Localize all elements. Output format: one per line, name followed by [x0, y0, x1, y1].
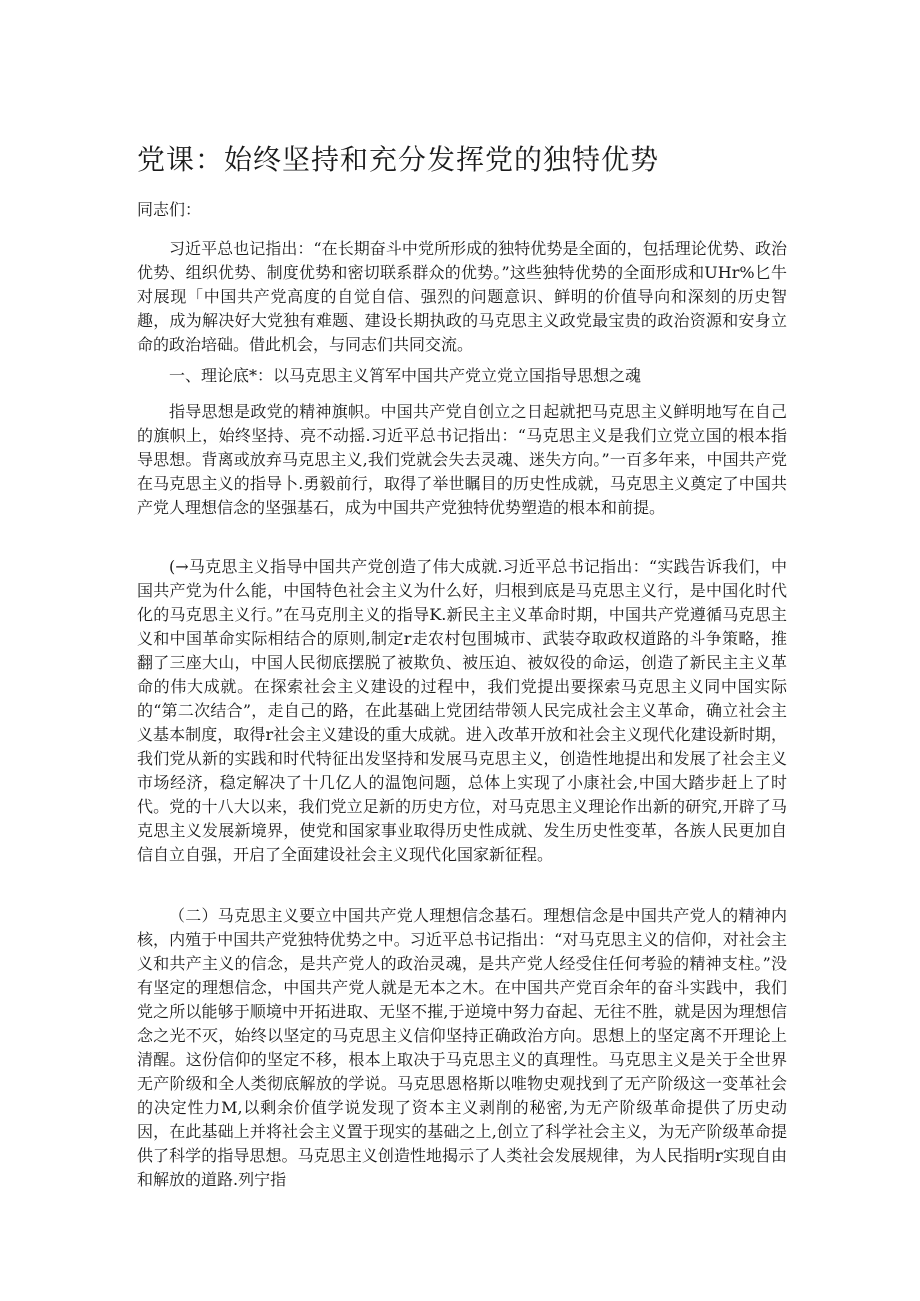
document-title: 党课：始终坚持和充分发挥党的独特优势 — [137, 143, 660, 176]
greeting: 同志们： — [137, 200, 202, 219]
section-heading: 一、理论底*：以马克思主义筲军中国共产党立党立国指导思想之魂 — [169, 366, 642, 385]
ideals-paragraph: （二）马克思主义要立中国共产党人理想信念基石。理想信念是中国共产党人的精神内核，内殖于中国共产党独特优势之中。习近平总书记指出：“对马克思主义的信仰，对社会主义和共产主义的信念，是共产党人的政治灵魂，是共产党人经受住任何考验的精神支柱。”没有坚定的理想信念，中国共产党人就是无本之木。在中国共产党百余年的奋斗实践中，我们党之所以能够于顺境中开拓进取、无坚不摧,于逆境中努力奋起、无往不胜，就是因为理想信念之光不灭，始终以坚定的马克思主义信仰坚持正确政治方向。思想上的坚定离不开理论上清醒。这份信仰的坚定不移，根本上取决于马克思主义的真理性。马克思主义是关于全世界无产阶级和全人类彻底解放的学说。马克思恩格斯以唯物史观找到了无产阶级这一变革社会的决定性力M,以剩余价值学说发现了资本主义剥削的秘密,为无产阶级革命提供了历史动因，在此基础上并将社会主义置于现实的基础之上,创立了科学社会主义，为无产阶级革命提供了科学的指导思想。马克思主义创造性地揭示了人类社会发展规律，为人民指明r实现自由和解放的道路.列宁指 — [137, 906, 787, 1189]
achievements-paragraph: (→马克思主义指导中国共产党创造了伟大成就.习近平总书记指出：“实践告诉我们，中国共产党为什么能，中国特色社会主义为什么好，归根到底是马克思主义行，是中国化时代化的马克思主义行。”在马克刖主义的指导K.新民主主义革命时期，中国共产党遵循马克思主义和中国革命实际相结合的原则,制定r走农村包围城市、武装夺取政权道路的斗争策略，推翻了三座大山，中国人民彻底摆脱了被欺负、被压迫、被奴役的命运，创造了新民主主义革命的伟大成就。在探索社会主义建设的过程中，我们党提出要探索马克思主义同中国实际的“第二次结合”，走自己的路，在此基础上党团结带领人民完成社会主义革命，确立社会主义基本制度，取得r社会主义建设的重大成就。进入改革开放和社会主义现代化建设新时期，我们党从新的实践和时代特征出发坚持和发展马克思主义，创造性地提出和发展了社会主义市场经济，稳定解决了十几亿人的温饱问题，总体上实现了小康社会,中国大踏步赶上了时代。党的十八大以来，我们党立足新的历史方位，对马克思主义理论作出新的研究,开辟了马克思主义发展新境界，使党和国家事业取得历史性成就、发生历史性变革，各族人民更加自信自立自强，开启了全面建设社会主义现代化国家新征程。 — [137, 557, 787, 864]
guiding-thought-paragraph: 指导思想是政党的精神旗帜。中国共产党自创立之日起就把马克思主义鲜明地写在自己的旗帜上，始终坚持、亮不动摇.习近平总书记指出：“马克思主义是我们立党立国的根本指导思想。背离或放弃马克思主义,我们党就会失去灵魂、迷失方向。”一百多年来，中国共产党在马克思主义的指导卜.勇毅前行，取得了举世瞩目的历史性成就，马克思主义奠定了中国共产党人理想信念的坚强基石，成为中国共产党独特优势塑造的根本和前提。 — [137, 402, 787, 517]
intro-paragraph: 习近平总也记指出：“在长期奋斗中党所形成的独特优势是全面的，包括理论优势、政治优势、组织优势、制度优势和密切联系群众的优势。”这些独特优势的全面形成和UHr%匕牛对展现「中国共产党高度的自觉自信、强烈的问题意识、鲜明的价值导向和深刻的历史智趣，成为解决好大党独有难题、建设长期执政的马克思主义政党最宝贵的政治资源和安身立命的政治培础。借此机会，与同志们共同交流。 — [137, 239, 787, 354]
